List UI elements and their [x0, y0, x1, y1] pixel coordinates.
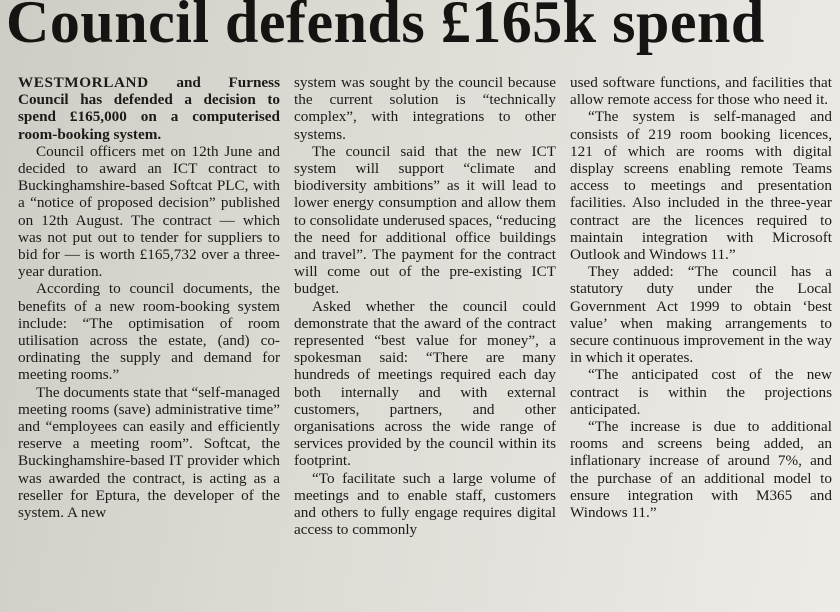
column-1 [18, 74, 280, 612]
paragraph: According to council documents, the benefits of a new room-booking system include: “The optimisation of room utilisation across the estate, (and) co-ordinating the supply and demand for meeting rooms.” [18, 280, 280, 384]
column-2 [294, 74, 556, 612]
paragraph: “The anticipated cost of the new contract is within the projections anticipated. [570, 366, 832, 418]
headline: Council defends £165k spend [6, 0, 765, 55]
paragraph: system was sought by the council because the current solution is “technically complex”, with integrations to other systems. [294, 74, 556, 143]
lead-name: WESTMORLAND [18, 74, 149, 91]
paragraph: They added: “The council has a statutory duty under the Local Government Act 1999 to obtain ‘best value’ when making arrangements to secure continuous improvement in the way in which it operates. [570, 263, 832, 367]
paragraph: The council said that the new ICT system will support “climate and biodiversity ambitions” as it will lead to lower energy consumption and allow them to consolidate underused spaces, “reducing the need for additional office buildings and travel”. The payment for the contract will come out of the pre-existing ICT budget. [294, 142, 556, 298]
paragraph: Council officers met on 12th June and decided to award an ICT contract to Buckinghamshire-based Softcat PLC, with a “notice of proposed decision” published on 12th August. The contract — which was not put out to tender for suppliers to bid for — is worth £165,732 over a three-year duration. [18, 142, 280, 281]
article-body [18, 74, 830, 612]
paragraph-text: and Furness Council has defended a decision to spend £165,000 on a computerised room-booking system. [18, 74, 280, 143]
paragraph: Asked whether the council could demonstrate that the award of the contract represented “best value for money”, a spokesman said: “There are many hundreds of meetings required each day both internally and with external customers, partners, and other organisations across the wide range of services provided by the council within its footprint. [294, 297, 556, 470]
paragraph: “The system is self-managed and consists of 219 room booking licences, 121 of which are rooms with digital display screens enabling remote Teams access to meetings and presentation facilities. Also included in the three-year contract are the licences required to maintain integration with Microsoft Outlook and Windows 11.” [570, 108, 832, 264]
paragraph: The documents state that “self-managed meeting rooms (save) administrative time” and “employees can easily and efficiently reserve a meeting room”. Softcat, the Buckinghamshire-based IT provider which was awarded the contract, is acting as a reseller for Eptura, the developer of the system. A new [18, 383, 280, 522]
column-3 [570, 74, 832, 612]
paragraph [18, 74, 280, 143]
paragraph: “The increase is due to additional rooms and screens being added, an inflationary increase of around 7%, and the purchase of an additional model to ensure integration with M365 and Windows 11.” [570, 418, 832, 522]
paragraph: used software functions, and facilities that allow remote access for those who need it. [570, 74, 832, 109]
paragraph: “To facilitate such a large volume of meetings and to enable staff, customers and others to fully engage requires digital access to commonly [294, 469, 556, 539]
